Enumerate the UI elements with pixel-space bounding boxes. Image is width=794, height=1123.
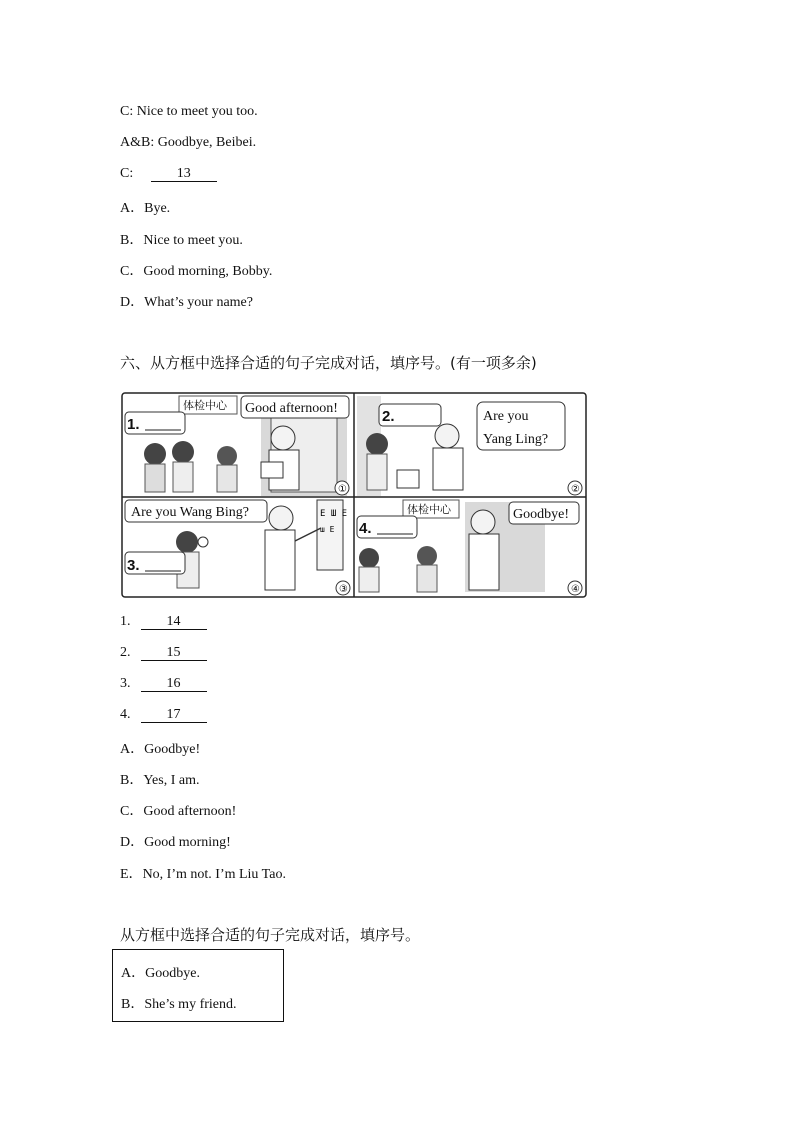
option-item	[120, 291, 253, 311]
section-heading: 六、从方框中选择合适的句子完成对话，填序号。(有一项多余)	[120, 354, 537, 372]
option-item	[120, 197, 170, 217]
dialogue-line: C: Nice to meet you too.	[120, 104, 258, 119]
clinic-sign: 体检中心	[183, 399, 227, 412]
option-label: B．	[120, 773, 144, 788]
option-text: She’s my friend.	[144, 997, 237, 1012]
speech-bubble-text: Are you Wang Bing?	[131, 505, 249, 520]
option-text: Goodbye!	[144, 742, 201, 757]
option-text: Good morning, Bobby.	[143, 264, 273, 279]
blank-row	[120, 645, 207, 661]
option-item	[120, 863, 286, 883]
option-text: What’s your name?	[144, 295, 253, 310]
panel-circle-number: ④	[571, 584, 580, 595]
option-item	[120, 831, 231, 851]
option-label: A．	[120, 742, 145, 757]
speech-bubble-text: Goodbye!	[513, 507, 569, 522]
box-option	[121, 993, 237, 1013]
option-label: D．	[120, 835, 145, 850]
panel-number: 2.	[382, 408, 395, 425]
panel-number: 3.	[127, 557, 140, 574]
answer-blank[interactable]: 13	[151, 167, 217, 182]
panel-circle-number: ②	[571, 484, 580, 495]
option-label: C．	[120, 804, 144, 819]
blank-number: 3.	[120, 676, 131, 691]
clinic-sign: 体检中心	[407, 503, 451, 516]
option-label: E．	[120, 867, 143, 882]
blank-row	[120, 707, 207, 723]
option-item	[120, 229, 243, 249]
eye-chart: E Ш E	[320, 509, 348, 519]
option-label: B．	[121, 997, 145, 1012]
speech-bubble-text: Good afternoon!	[245, 401, 338, 416]
option-text: No, I’m not. I’m Liu Tao.	[142, 867, 286, 882]
options-box	[112, 949, 284, 1022]
answer-blank[interactable]: 17	[141, 708, 207, 723]
panel-circle-number: ①	[338, 484, 347, 495]
answer-blank[interactable]: 15	[141, 646, 207, 661]
option-label: A．	[120, 201, 145, 216]
blank-number: 4.	[120, 707, 131, 722]
section-heading: 从方框中选择合适的句子完成对话，填序号。	[120, 926, 421, 944]
option-text: Nice to meet you.	[143, 233, 243, 248]
option-text: Yes, I am.	[143, 773, 200, 788]
dialogue-line-blank	[120, 166, 217, 182]
option-label: A．	[121, 966, 146, 981]
option-text: Goodbye.	[145, 966, 200, 981]
answer-blank[interactable]: 16	[141, 677, 207, 692]
speaker-label: C:	[120, 166, 134, 181]
speech-bubble-text: Yang Ling?	[483, 432, 549, 447]
option-text: Good afternoon!	[143, 804, 237, 819]
speech-bubble-text: Are you	[483, 409, 529, 424]
comic-figure	[121, 392, 587, 598]
option-label: B．	[120, 233, 144, 248]
blank-number: 1.	[120, 614, 131, 629]
option-item	[120, 769, 199, 789]
option-label: C．	[120, 264, 144, 279]
option-item	[120, 738, 200, 758]
blank-row	[120, 614, 207, 630]
option-item	[120, 800, 236, 820]
option-text: Bye.	[144, 201, 171, 216]
option-label: D．	[120, 295, 145, 310]
blank-number: 2.	[120, 645, 131, 660]
blank-row	[120, 676, 207, 692]
box-option	[121, 962, 200, 982]
panel-number: 1.	[127, 416, 140, 433]
eye-chart: ш E	[320, 525, 335, 534]
option-text: Good morning!	[144, 835, 231, 850]
answer-blank[interactable]: 14	[141, 615, 207, 630]
option-item	[120, 260, 272, 280]
panel-number: 4.	[359, 520, 372, 537]
panel-circle-number: ③	[339, 584, 348, 595]
dialogue-line: A&B: Goodbye, Beibei.	[120, 135, 257, 150]
